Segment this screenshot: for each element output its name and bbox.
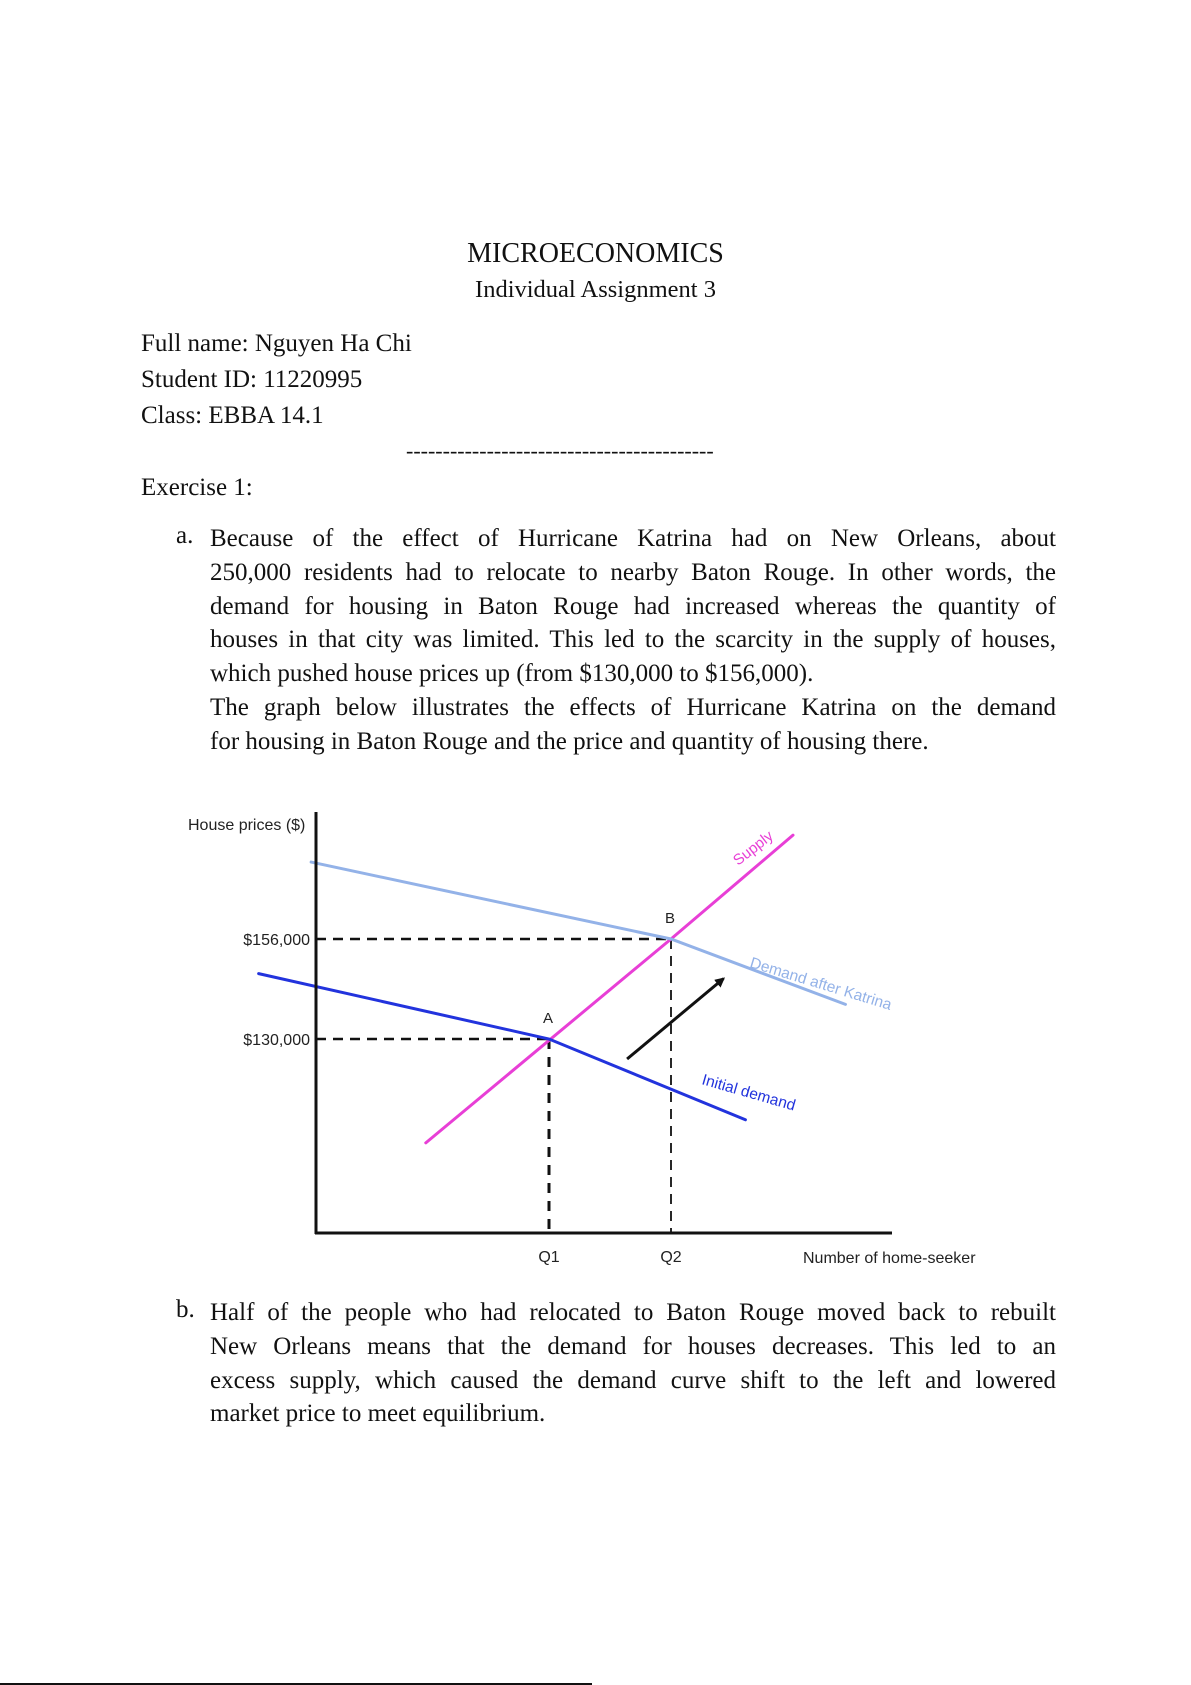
part-a-marker: a. <box>176 522 194 549</box>
exercise-heading: Exercise 1: <box>141 474 253 501</box>
part-a-line: Because of the effect of Hurricane Katrina had on New Orleans, about <box>210 525 1056 552</box>
part-a-line: houses in that city was limited. This led to the scarcity in the supply of houses, <box>210 626 1056 654</box>
point-label-a: A <box>542 1010 554 1027</box>
part-b-marker: b. <box>176 1296 195 1323</box>
shift-arrow <box>627 979 723 1059</box>
part-a-line: 250,000 residents had to relocate to nearby Baton Rouge. In other words, the <box>210 558 1056 586</box>
document-subtitle: Individual Assignment 3 <box>475 276 716 303</box>
initial-demand-curve <box>259 974 746 1120</box>
part-b-line: market price to meet equilibrium. <box>210 1400 546 1428</box>
student-id-line: Student ID: 11220995 <box>141 366 363 393</box>
class-line: Class: EBBA 14.1 <box>141 402 324 429</box>
supply-label: Supply <box>729 827 777 870</box>
axes <box>315 812 892 1234</box>
part-b-line: excess supply, which caused the demand curve shift to the left and lowered <box>210 1366 1056 1394</box>
demand-after-katrina-label: Demand after Katrina <box>747 954 894 1014</box>
part-a-line: demand for housing in Baton Rouge had increased whereas the quantity of <box>210 592 1056 620</box>
part-b-paragraph <box>210 1296 1056 1431</box>
part-a-line: The graph below illustrates the effects of Hurricane Katrina on the demand <box>210 693 1056 721</box>
part-b-line: New Orleans means that the demand for houses decreases. This led to an <box>210 1332 1056 1360</box>
y-axis-label: House prices ($) <box>188 817 306 834</box>
section-separator: ------------------------------------------ <box>406 438 714 463</box>
part-a-line: which pushed house prices up (from $130,000 to $156,000). <box>210 660 814 688</box>
y-tick-label: $130,000 <box>243 1032 310 1049</box>
demand-after-katrina-curve <box>311 862 845 1004</box>
document-title: MICROECONOMICS <box>467 238 724 269</box>
point-label-b: B <box>664 910 676 927</box>
initial-demand-label: Initial demand <box>699 1071 798 1115</box>
part-a-line: for housing in Baton Rouge and the price and quantity of housing there. <box>210 727 929 755</box>
full-name-line: Full name: Nguyen Ha Chi <box>141 330 412 357</box>
y-tick-label: $156,000 <box>243 932 310 949</box>
x-tick-label: Q2 <box>660 1249 682 1266</box>
x-tick-label: Q1 <box>538 1249 560 1266</box>
part-b-line: Half of the people who had relocated to Baton Rouge moved back to rebuilt <box>210 1299 1056 1326</box>
x-axis-label: Number of home-seeker <box>803 1250 976 1267</box>
